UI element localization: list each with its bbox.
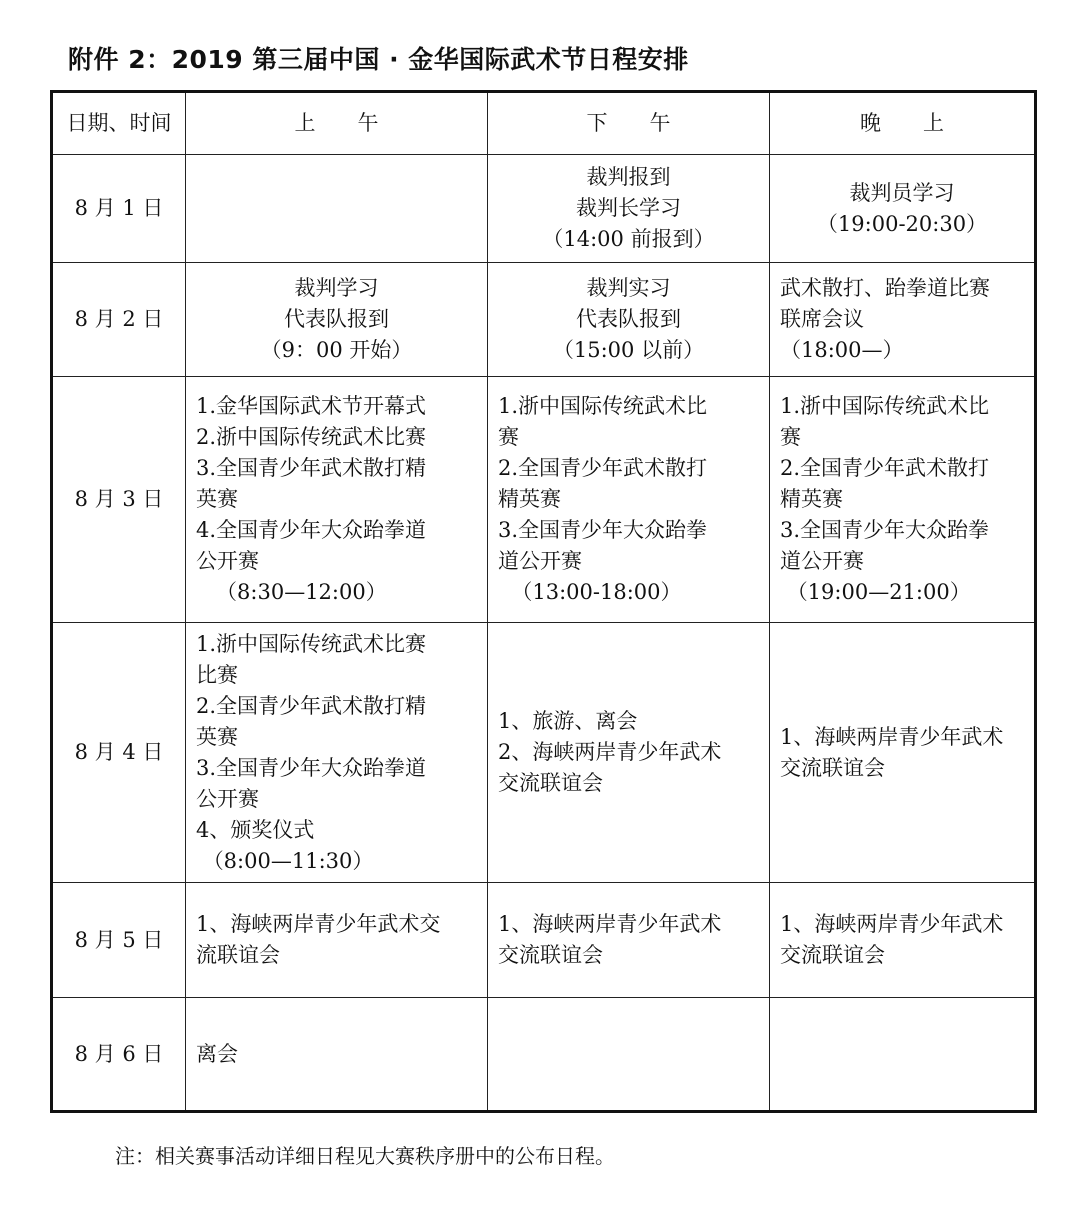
cell-line: 3.全国青少年大众跆拳 <box>780 518 990 542</box>
evening-cell <box>770 155 1036 263</box>
cell-line: 2.全国青少年武术散打精 <box>196 693 427 718</box>
cell-line: 公开赛 <box>196 549 259 573</box>
morning-cell <box>186 998 488 1112</box>
cell-line: 流联谊会 <box>196 943 280 967</box>
cell-line: （14:00 前报到） <box>542 227 715 251</box>
cell-line: 1.浙中国际传统武术比 <box>498 394 708 418</box>
cell-line: 1、海峡两岸青少年武术交 <box>196 912 441 936</box>
cell-line: 3.全国青少年大众跆拳 <box>498 518 708 542</box>
cell-line: 赛 <box>780 425 801 449</box>
cell-line: （8:00—11:30） <box>196 848 374 873</box>
table-row <box>52 998 1036 1112</box>
date-cell: 8 月 3 日 <box>52 377 186 623</box>
cell-line: （19:00—21:00） <box>780 580 971 604</box>
cell-line: 1、旅游、离会 <box>498 709 638 733</box>
table-row <box>52 263 1036 377</box>
cell-line: 1、海峡两岸青少年武术 <box>498 912 722 936</box>
cell-line: 交流联谊会 <box>498 771 603 795</box>
cell-line: 裁判员学习 <box>849 180 955 205</box>
page-title: 附件 2：2019 第三届中国 · 金华国际武术节日程安排 <box>68 45 689 74</box>
afternoon-cell <box>488 377 770 623</box>
header-evening: 晚 上 <box>770 92 1036 155</box>
cell-line: （8:30—12:00） <box>196 580 387 604</box>
cell-line: 代表队报到 <box>284 307 389 331</box>
evening-cell <box>770 883 1036 998</box>
date-cell: 8 月 5 日 <box>52 883 186 998</box>
cell-line: 3.全国青少年武术散打精 <box>196 456 427 480</box>
cell-line: 1.浙中国际传统武术比 <box>780 394 990 418</box>
evening-cell <box>770 623 1036 883</box>
cell-line: 2、海峡两岸青少年武术 <box>498 740 722 764</box>
evening-cell <box>770 998 1036 1112</box>
cell-line: 裁判实习 <box>586 276 671 300</box>
cell-line: 2.全国青少年武术散打 <box>498 456 708 480</box>
date-cell: 8 月 1 日 <box>52 155 186 263</box>
cell-line: （15:00 以前） <box>552 338 705 362</box>
header-afternoon: 下 午 <box>488 92 770 155</box>
evening-cell <box>770 263 1036 377</box>
cell-line: 交流联谊会 <box>780 755 885 780</box>
cell-line: 英赛 <box>196 724 238 749</box>
cell-line: 武术散打、跆拳道比赛 <box>780 276 990 300</box>
cell-line: 4.全国青少年大众跆拳道 <box>196 518 427 542</box>
cell-line: 1.金华国际武术节开幕式 <box>196 394 427 418</box>
morning-cell <box>186 263 488 377</box>
cell-line: 联席会议 <box>780 307 864 331</box>
header-date-time: 日期、时间 <box>52 92 186 155</box>
cell-line: 精英赛 <box>498 487 561 511</box>
evening-cell <box>770 377 1036 623</box>
afternoon-cell <box>488 883 770 998</box>
cell-line: 3.全国青少年大众跆拳道 <box>196 755 427 780</box>
cell-line: 交流联谊会 <box>780 943 885 967</box>
cell-line: 1、海峡两岸青少年武术 <box>780 724 1004 749</box>
morning-cell <box>186 883 488 998</box>
morning-cell <box>186 377 488 623</box>
cell-line: 1.浙中国际传统武术比赛 <box>196 631 427 656</box>
afternoon-cell <box>488 263 770 377</box>
cell-line: 1、海峡两岸青少年武术 <box>780 912 1004 936</box>
cell-line: 英赛 <box>196 487 238 511</box>
cell-line: 裁判长学习 <box>576 196 681 220</box>
date-cell: 8 月 2 日 <box>52 263 186 377</box>
cell-line: （9：00 开始） <box>260 338 413 362</box>
afternoon-cell <box>488 998 770 1112</box>
table-row <box>52 155 1036 263</box>
cell-line: 交流联谊会 <box>498 943 603 967</box>
afternoon-cell <box>488 623 770 883</box>
cell-line: 道公开赛 <box>498 549 582 573</box>
cell-line: 裁判学习 <box>294 276 379 300</box>
cell-line: （19:00-20:30） <box>816 211 988 236</box>
morning-cell <box>186 155 488 263</box>
afternoon-cell <box>488 155 770 263</box>
schedule-table <box>50 90 1037 1113</box>
cell-line: 2.浙中国际传统武术比赛 <box>196 425 427 449</box>
cell-line: 公开赛 <box>196 786 259 811</box>
cell-line: 道公开赛 <box>780 549 864 573</box>
cell-line: 精英赛 <box>780 487 843 511</box>
footnote: 注：相关赛事活动详细日程见大赛秩序册中的公布日程。 <box>115 1144 615 1168</box>
table-row <box>52 623 1036 883</box>
header-row <box>52 92 1036 155</box>
cell-line: 代表队报到 <box>576 307 681 331</box>
cell-line: 比赛 <box>196 662 238 687</box>
table-row <box>52 377 1036 623</box>
cell-line: 赛 <box>498 425 519 449</box>
table-row <box>52 883 1036 998</box>
cell-line: 4、颁奖仪式 <box>196 817 315 842</box>
date-cell: 8 月 6 日 <box>52 998 186 1112</box>
cell-line: 离会 <box>196 1041 238 1066</box>
date-cell: 8 月 4 日 <box>52 623 186 883</box>
cell-line: （18:00—） <box>780 338 904 362</box>
morning-cell <box>186 623 488 883</box>
cell-line: 裁判报到 <box>586 165 671 189</box>
cell-line: （13:00-18:00） <box>498 580 682 604</box>
header-morning: 上 午 <box>186 92 488 155</box>
cell-line: 2.全国青少年武术散打 <box>780 456 990 480</box>
